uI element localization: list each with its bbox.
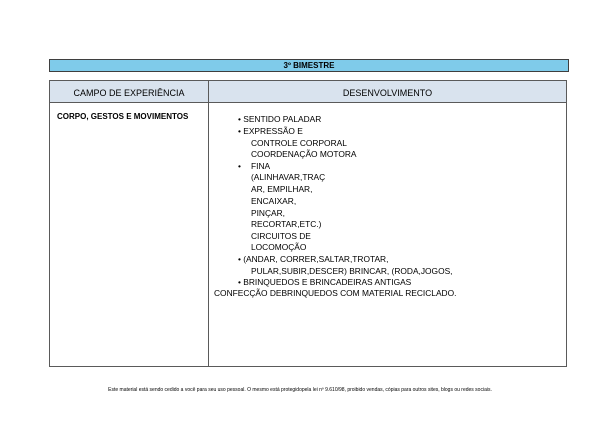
curriculum-table (49, 80, 567, 367)
dev-line-6: FINA (251, 161, 271, 171)
dev-line-16: • BRINQUEDOS E BRINCADEIRAS ANTIGAS (238, 277, 412, 287)
dev-line-8: AR, EMPILHAR, (251, 184, 313, 194)
footer-notice: Este material está sendo cedido a você para seu uso pessoal. O mesmo está protegidopela lei nº 9.610/98, proibido vendas, cópias para outros sites, blogs ou redes sociais. (108, 387, 492, 393)
dev-line-5: • (238, 161, 241, 171)
header-campo: CAMPO DE EXPERIÊNCIA (73, 88, 185, 98)
campo-cell: CORPO, GESTOS E MOVIMENTOS (57, 112, 189, 121)
dev-line-11: RECORTAR,ETC.) (251, 219, 322, 229)
dev-line-7: (ALINHAVAR,TRAÇ (251, 172, 326, 182)
bimestre-banner: 3º BIMESTRE (49, 59, 569, 72)
dev-line-14: • (ANDAR, CORRER,SALTAR,TROTAR, (238, 254, 389, 264)
dev-line-13: LOCOMOÇÃO (251, 242, 307, 252)
dev-line-3: CONTROLE CORPORAL (251, 138, 347, 148)
dev-line-12: CIRCUITOS DE (251, 231, 311, 241)
dev-line-17: CONFECÇÃO DEBRINQUEDOS COM MATERIAL RECICLADO. (214, 288, 457, 298)
dev-line-2: • EXPRESSÃO E (238, 126, 303, 136)
header-desenvolvimento: DESENVOLVIMENTO (342, 88, 433, 98)
dev-line-10: PINÇAR, (251, 208, 285, 218)
column-divider (208, 81, 209, 366)
dev-line-15: PULAR,SUBIR,DESCER) BRINCAR, (RODA,JOGOS, (251, 266, 453, 276)
dev-line-1: • SENTIDO PALADAR (238, 114, 322, 124)
dev-line-4: COORDENAÇÃO MOTORA (251, 149, 357, 159)
dev-line-9: ENCAIXAR, (251, 196, 297, 206)
